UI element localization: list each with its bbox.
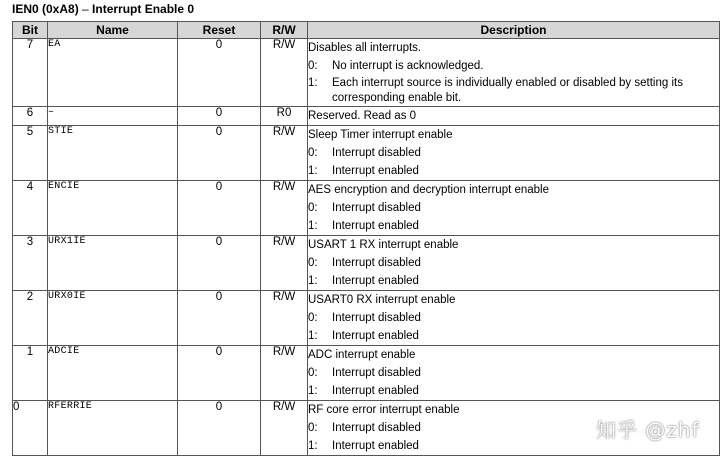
option-text: Interrupt disabled: [332, 367, 421, 379]
description-text: Reserved. Read as 0: [308, 110, 417, 122]
field-name-cell: ADCIE: [48, 346, 178, 401]
option-1: [308, 382, 719, 400]
bit-cell: 1: [13, 346, 48, 401]
option-key: 1:: [308, 440, 318, 452]
option-1: [308, 272, 719, 290]
option-key: 1:: [308, 165, 318, 177]
description-cell: [308, 346, 720, 401]
table-row: [13, 39, 720, 107]
header-rw: R/W: [261, 22, 308, 39]
option-key: 1:: [308, 385, 318, 397]
field-name-cell: STIE: [48, 126, 178, 181]
option-text: Each interrupt source is individually enabled or disabled by setting its corresponding enable bit.: [332, 77, 683, 104]
reset-cell: 0: [178, 401, 261, 456]
reset-cell: 0: [178, 107, 261, 126]
rw-cell: R/W: [261, 236, 308, 291]
option-0: [308, 309, 719, 327]
field-name-cell: –: [48, 107, 178, 126]
header-row: [13, 22, 720, 39]
option-key: 1:: [308, 77, 318, 89]
description-cell: [308, 181, 720, 236]
watermark: 知乎 @zhf: [596, 418, 700, 442]
option-key: 0:: [308, 202, 318, 214]
header-bit: Bit: [13, 22, 48, 39]
rw-cell: R/W: [261, 181, 308, 236]
title-separator: –: [78, 2, 93, 16]
header-reset: Reset: [178, 22, 261, 39]
option-key: 1:: [308, 330, 318, 342]
description-text: ADC interrupt enable: [308, 349, 416, 361]
rw-cell: R/W: [261, 346, 308, 401]
option-1: [308, 327, 719, 345]
reset-cell: 0: [178, 236, 261, 291]
option-text: Interrupt disabled: [332, 147, 421, 159]
option-1: [308, 76, 719, 106]
option-1: [308, 162, 719, 180]
table-row: [13, 181, 720, 236]
field-name-cell: RFERRIE: [48, 401, 178, 456]
description-cell: [308, 126, 720, 181]
description-cell: [308, 107, 720, 126]
rw-cell: R/W: [261, 39, 308, 107]
option-text: Interrupt enabled: [332, 330, 419, 342]
description-text: Sleep Timer interrupt enable: [308, 129, 453, 141]
bit-cell: 4: [13, 181, 48, 236]
description-text: AES encryption and decryption interrupt enable: [308, 184, 550, 196]
option-key: 1:: [308, 275, 318, 287]
header-name: Name: [48, 22, 178, 39]
description-cell: [308, 39, 720, 107]
description-text: Disables all interrupts.: [308, 42, 422, 54]
table-row: [13, 291, 720, 346]
bit-cell: 3: [13, 236, 48, 291]
description-text: USART0 RX interrupt enable: [308, 294, 456, 306]
option-text: Interrupt disabled: [332, 257, 421, 269]
rw-cell: R/W: [261, 291, 308, 346]
option-text: Interrupt enabled: [332, 385, 419, 397]
option-key: 0:: [308, 422, 318, 434]
option-text: Interrupt enabled: [332, 220, 419, 232]
table-row: [13, 236, 720, 291]
rw-cell: R0: [261, 107, 308, 126]
reset-cell: 0: [178, 39, 261, 107]
option-text: Interrupt disabled: [332, 422, 421, 434]
field-name-cell: EA: [48, 39, 178, 107]
table-row: [13, 107, 720, 126]
field-name-cell: ENCIE: [48, 181, 178, 236]
description-cell: [308, 291, 720, 346]
option-text: Interrupt enabled: [332, 165, 419, 177]
description-cell: [308, 236, 720, 291]
bit-cell: 6: [13, 107, 48, 126]
option-0: [308, 199, 719, 217]
option-text: Interrupt enabled: [332, 275, 419, 287]
option-1: [308, 217, 719, 235]
reset-cell: 0: [178, 181, 261, 236]
option-key: 0:: [308, 60, 318, 72]
table-row: [13, 346, 720, 401]
field-name-cell: URX0IE: [48, 291, 178, 346]
rw-cell: R/W: [261, 126, 308, 181]
option-text: Interrupt enabled: [332, 440, 419, 452]
bit-cell: 2: [13, 291, 48, 346]
option-0: [308, 364, 719, 382]
register-title: [12, 2, 194, 16]
field-name-cell: URX1IE: [48, 236, 178, 291]
register-bit-table: [12, 21, 720, 456]
header-description: Description: [308, 22, 720, 39]
description-text: USART 1 RX interrupt enable: [308, 239, 459, 251]
reset-cell: 0: [178, 346, 261, 401]
option-0: [308, 254, 719, 272]
option-key: 1:: [308, 220, 318, 232]
option-key: 0:: [308, 147, 318, 159]
bit-cell: 7: [13, 39, 48, 107]
option-key: 0:: [308, 312, 318, 324]
rw-cell: R/W: [261, 401, 308, 456]
option-text: Interrupt disabled: [332, 312, 421, 324]
register-address: IEN0 (0xA8): [12, 2, 79, 16]
option-key: 0:: [308, 367, 318, 379]
register-name: Interrupt Enable 0: [92, 2, 195, 16]
bit-cell: 0: [13, 401, 48, 456]
description-text: RF core error interrupt enable: [308, 404, 460, 416]
option-text: No interrupt is acknowledged.: [332, 60, 484, 72]
option-0: [308, 144, 719, 162]
option-key: 0:: [308, 257, 318, 269]
option-0: [308, 57, 719, 75]
option-text: Interrupt disabled: [332, 202, 421, 214]
bit-cell: 5: [13, 126, 48, 181]
reset-cell: 0: [178, 291, 261, 346]
reset-cell: 0: [178, 126, 261, 181]
table-row: [13, 126, 720, 181]
